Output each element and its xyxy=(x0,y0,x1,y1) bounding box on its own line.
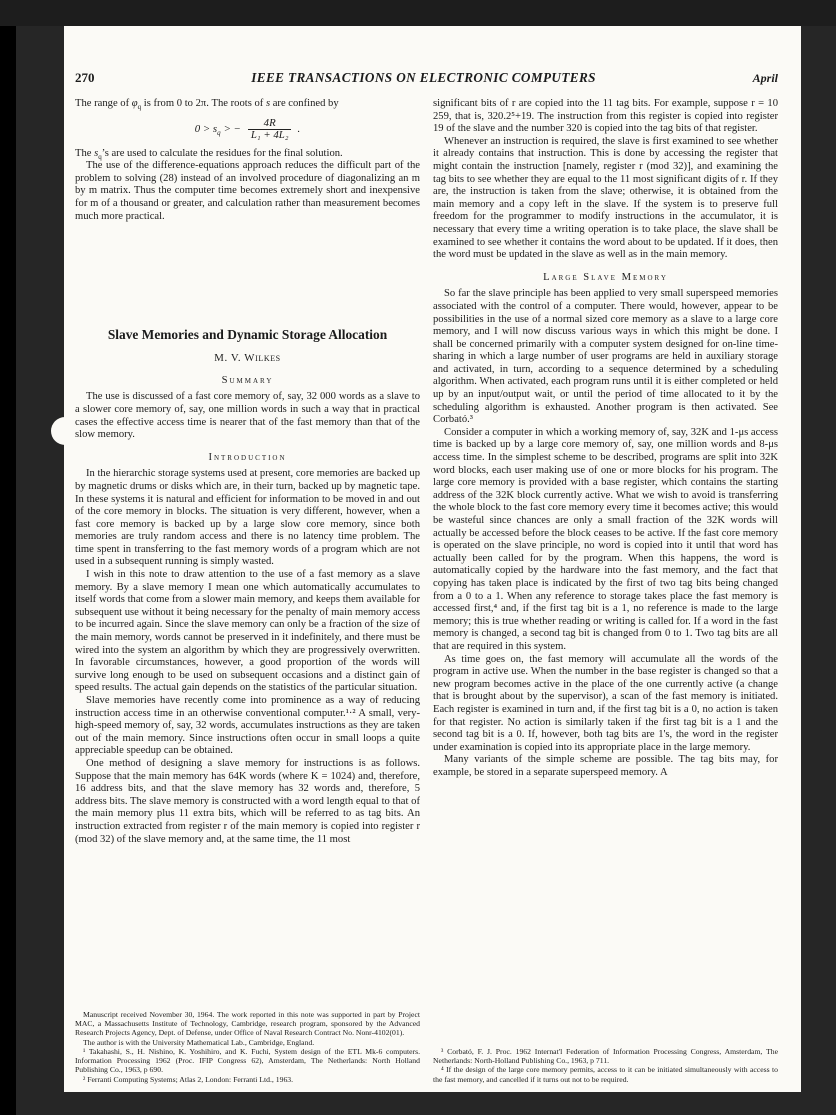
intro-paragraph-1: In the hierarchic storage systems used at present, core memories are backed up by magnetic drums or disks which are, in their turn, backed up by magnetic tape. In these systems it is natural and efficient for information to be moved in and out of the core memory in blocks. The situation is very different, however, when a fast core memory is backed up by a large slow core memory, since both memories are truly random access and there is no latency time problem. The time spent in transferring to the fast memory words of a program which are not used in a subsequent running is simply wasted. xyxy=(75,468,420,568)
footnote-1: ¹ Takahashi, S., H. Nishino, K. Yoshihiro, and K. Fuchi, System design of the ETL Mk-6 computers. Information Processing 1962 (Proc. IFIP Congress 62), Amsterdam, The Netherlands: North Holland Publishing Co., 1963, p 690. xyxy=(75,1046,420,1075)
left-footnotes xyxy=(75,1004,420,1084)
introduction-heading: Introduction xyxy=(208,451,287,463)
article-author: M. V. Wilkes xyxy=(214,352,281,365)
paper-page xyxy=(64,26,801,1092)
equation-roots-bound: $0 > s_q$ > − $\frac{4R}{\text{L₁ + 4L₂}}$ . xyxy=(194,116,301,142)
fraction: $\frac{4R}{\text{L₁ + 4L₂}}$ xyxy=(248,118,292,142)
right-column xyxy=(433,98,778,1084)
article-heading-block xyxy=(75,327,420,365)
footnote-2: ² Ferranti Computing Systems; Atlas 2, London: Ferranti Ltd., 1963. xyxy=(83,1074,294,1084)
right-footnotes xyxy=(433,1041,778,1084)
intro-paragraph-3: Slave memories have recently come into prominence as a way of reducing instruction access time in an otherwise conventional computer.¹·² A small, very-high-speed memory of, say, 32 words, accumulates instructions as they are taken out of the main memory. Since instructions often occur in small loops a quite appreciable speedup can be obtained. xyxy=(75,695,420,757)
prev-article-closing-paragraph: The use of the difference-equations approach reduces the difficult part of the problem to solving (28) instead of an involved procedure of diagonalizing an m by m matrix. Thus the computer time becomes extremely short and inexpensive for m of a thousand or greater, and calculation rather than measurement becomes much more practical. xyxy=(75,160,420,222)
summary-paragraph: The use is discussed of a fast core memory of, say, 32 000 words as a slave to a slower core memory of, say, one million words in such a way that in practical cases the effective access time is nearer that of the fast memory than that of the slow memory. xyxy=(75,391,420,441)
large-slave-memory-heading: Large Slave Memory xyxy=(543,271,668,283)
working-memory-paragraph: Consider a computer in which a working memory of, say, 32K and 1-μs access time is backed up by a large core memory of, say, one million words and 8-μs access time. In the simplest scheme to be described, programs are split into 32K word blocks, each user making use of one or more blocks for his program. The large core memory is provided with a base register, which contains the starting address of the 32K block currently active. What we wish to avoid is transferring the whole block to the fast core memory every time it becomes active; this would be wasteful since chances are only a small fraction of the 32K words will actually be accessed before the block ceases to be active. If the fast core memory is operated on the slave principle, no word is copied into it until that word has actually been called for by the program. When this happens, the word is automatically copied by the hardware into the fast memory, and the fact that copying has taken place is indicated by the first of two tag bits being changed from a 0 to a 1. When any reference to storage takes place the fast memory is accessed first,⁴ and, if the first tag bit is a 1, no reference is made to the large memory; this is true whether reading or writing is called for. If a word in the fast memory is changed, a second tag bit is changed from 0 to 1. Two tag bits are all that are required in this system. xyxy=(433,426,778,652)
page-number: 270 xyxy=(75,70,95,85)
instruction-lookup-paragraph: Whenever an instruction is required, the slave is first examined to see whether it already contains that instruction. This is done by accessing the register that might contain the instruction [namely, register r (mod 32)], and examining the tag bits to see whether they are equal to the 11 most significant digits of r. If they are, the instruction is taken from the slave; otherwise, it is obtained from the main memory and a copy left in the slave. If the system is to preserve full freedom for the programmer to modify instructions in the accumulator, it is necessary that every time a writing operation is to take place, the slave shall be examined to see whether it contains the word about to be updated. If it does, then the word must be updated in the slave as well as in the main memory. xyxy=(433,135,778,261)
intro-paragraph-2: I wish in this note to draw attention to the use of a fast memory as a slave memory. By a slave memory I mean one which automatically accumulates to itself words that come from a slower main memory, and keeps them available for subsequent use without it being necessary for the penalty of main memory access to be incurred again. Since the slave memory can only be a fraction of the size of the main memory, words cannot be preserved in it indefinitely, and there must be wired into the system an algorithm by which they are progressively overwritten. In favorable circumstances, however, a good proportion of the words will survive long enough to be used on subsequent occasions and a distinct gain of speed results. The actual gain depends on the statistics of the particular situation. xyxy=(75,569,420,694)
tag-bits-example-paragraph: significant bits of r are copied into the 11 tag bits. For example, suppose r = 10 259, that is, 320.2⁵+19. The instruction from this register is copied into register 19 of the slave and the number 320 is copied into the tag bits of that register. xyxy=(433,98,778,135)
variants-paragraph: Many variants of the simple scheme are possible. The tag bits may, for example, be stored in a separate superspeed memory. A xyxy=(433,754,778,778)
scan-top-margin xyxy=(0,0,836,26)
slave-principle-paragraph: So far the slave principle has been applied to very small superspeed memories associated with the control of a computer. There would, however, appear to be possibilities in the use of a normal sized core memory as a slave to a large core memory, and I will now discuss various ways in which this might be done. I shall be concerned primarily with a computer system designed for on-line time-sharing in which a large number of user programs are held in auxiliary storage and activated, in turn, according to a sequence determined by a scheduling algorithm. When activated, each program runs until it is either completed or held up by an input/output wait, or until the period of time allocated to it by the scheduling algorithm is exhausted. Another program is then activated. See Corbató.³ xyxy=(433,288,778,426)
left-column xyxy=(75,98,420,1084)
prev-article-residues-paragraph: The $s_q’s$ are used to calculate the residues for the final solution. xyxy=(75,147,343,161)
summary-heading: Summary xyxy=(221,374,274,386)
prev-article-lead-paragraph: The range of $\varphi_q$ is from 0 to 2π. The roots of s are confined by xyxy=(75,98,339,112)
footnote-4: ⁴ If the design of the large core memory permits, access to it can be initiated simultaneously with access to the fast memory, and cancelled if it turns out not to be required. xyxy=(433,1065,778,1084)
issue-month: April xyxy=(752,71,778,85)
footnote-3: ³ Corbató, F. J. Proc. 1962 Internat'l Federation of Information Processing Congress, Amsterdam, The Netherlands: North-Holland Publishing Co., 1963, p 711. xyxy=(433,1046,778,1066)
footnote-author-affiliation: The author is with the University Mathematical Lab., Cambridge, England. xyxy=(83,1037,315,1047)
footnote-manuscript: Manuscript received November 30, 1964. The work reported in this note was supported in part by Project MAC, a Massachusetts Institute of Technology, Cambridge, research program, sponsored by the Advanced Research Projects Agency, Dept. of Defense, under Office of Naval Research Contract No. Nonr-4102(01). xyxy=(75,1009,420,1038)
article-title: Slave Memories and Dynamic Storage Allocation xyxy=(107,327,388,343)
two-column-body xyxy=(75,98,778,1084)
scanner-edge-strip xyxy=(0,0,16,1115)
journal-title: IEEE TRANSACTIONS ON ELECTRONIC COMPUTERS xyxy=(251,70,596,85)
base-register-scan-paragraph: As time goes on, the fast memory will accumulate all the words of the program in active use. When the number in the base register is changed so that a new program becomes active in the place of the one currently active (a change that is brought about by the supervisor), a scan of the fast memory is initiated. Each register is examined in turn and, if the first tag bit is a 0, no action is taken for that register. No action is similarly taken if the first tag bit is a 1 and the second tag bit is a 0. If, however, both tag bits are 1's, the word in the register under examination is copied into its appropriate place in the large memory. xyxy=(433,653,778,753)
intro-paragraph-4: One method of designing a slave memory for instructions is as follows. Suppose that the main memory has 64K words (where K = 1024) and, therefore, 16 address bits, and that the slave memory has 32 words and, therefore, 5 address bits. The slave memory is constructed with a word length equal to that of the main memory plus 11 extra bits, which will be referred to as tag bits. An instruction extracted from register r of the main memory is copied into register r (mod 32) of the slave memory and, at the same time, the 11 most xyxy=(75,757,420,845)
journal-header xyxy=(75,70,778,86)
